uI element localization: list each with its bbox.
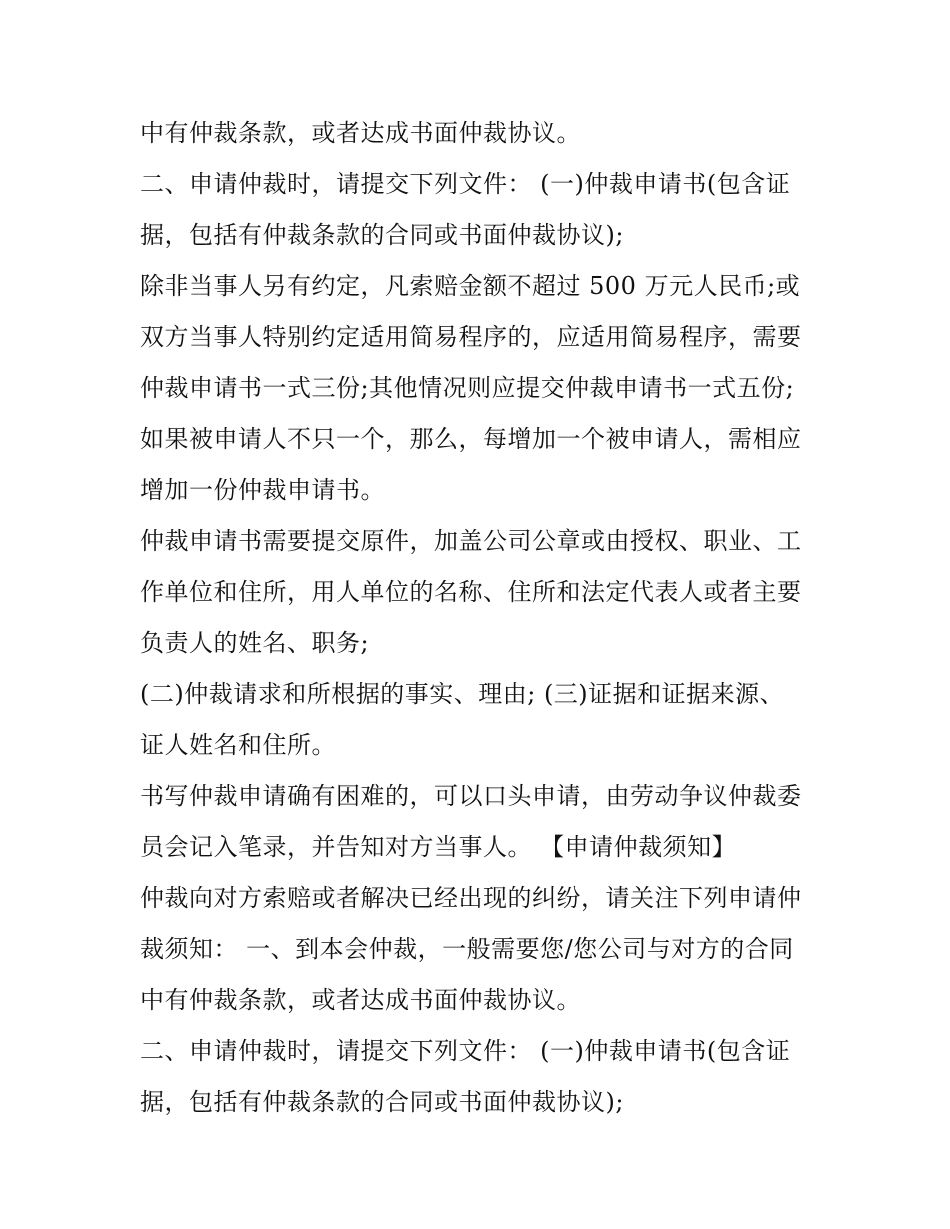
text-line: 证人姓名和住所。 [140, 731, 336, 759]
text-line: 作单位和住所，用人单位的名称、住所和法定代表人或者主要 [140, 578, 802, 606]
text-line: 中有仲裁条款，或者达成书面仲裁协议。 [140, 986, 581, 1014]
text-line: 除非当事人另有约定，凡索赔金额不超过 500 万元人民币;或 [140, 272, 801, 300]
text-line: 双方当事人特别约定适用简易程序的，应适用简易程序，需要 [140, 323, 802, 351]
text-line: (二)仲裁请求和所根据的事实、理由; (三)证据和证据来源、 [140, 680, 785, 708]
text-line: 中有仲裁条款，或者达成书面仲裁协议。 [140, 119, 581, 147]
text-line: 二、申请仲裁时，请提交下列文件： (一)仲裁申请书(包含证 [140, 170, 791, 198]
text-line: 二、申请仲裁时，请提交下列文件： (一)仲裁申请书(包含证 [140, 1037, 791, 1065]
text-line: 据，包括有仲裁条款的合同或书面仲裁协议); [140, 221, 624, 249]
text-line: 仲裁向对方索赔或者解决已经出现的纠纷，请关注下列申请仲 [140, 884, 802, 912]
text-line: 如果被申请人不只一个，那么，每增加一个被申请人，需相应 [140, 425, 802, 453]
text-line: 仲裁申请书需要提交原件，加盖公司公章或由授权、职业、工 [140, 527, 802, 555]
text-line: 裁须知： 一、到本会仲裁，一般需要您/您公司与对方的合同 [140, 935, 794, 963]
text-line: 增加一份仲裁申请书。 [140, 476, 385, 504]
text-line: 仲裁申请书一式三份;其他情况则应提交仲裁申请书一式五份; [140, 374, 795, 402]
text-line: 据，包括有仲裁条款的合同或书面仲裁协议); [140, 1088, 624, 1116]
text-line: 负责人的姓名、职务; [140, 629, 370, 657]
text-line: 书写仲裁申请确有困难的，可以口头申请，由劳动争议仲裁委 [140, 782, 802, 810]
document-body [140, 108, 820, 1128]
text-line: 员会记入笔录，并告知对方当事人。 【申请仲裁须知】 [140, 833, 737, 861]
